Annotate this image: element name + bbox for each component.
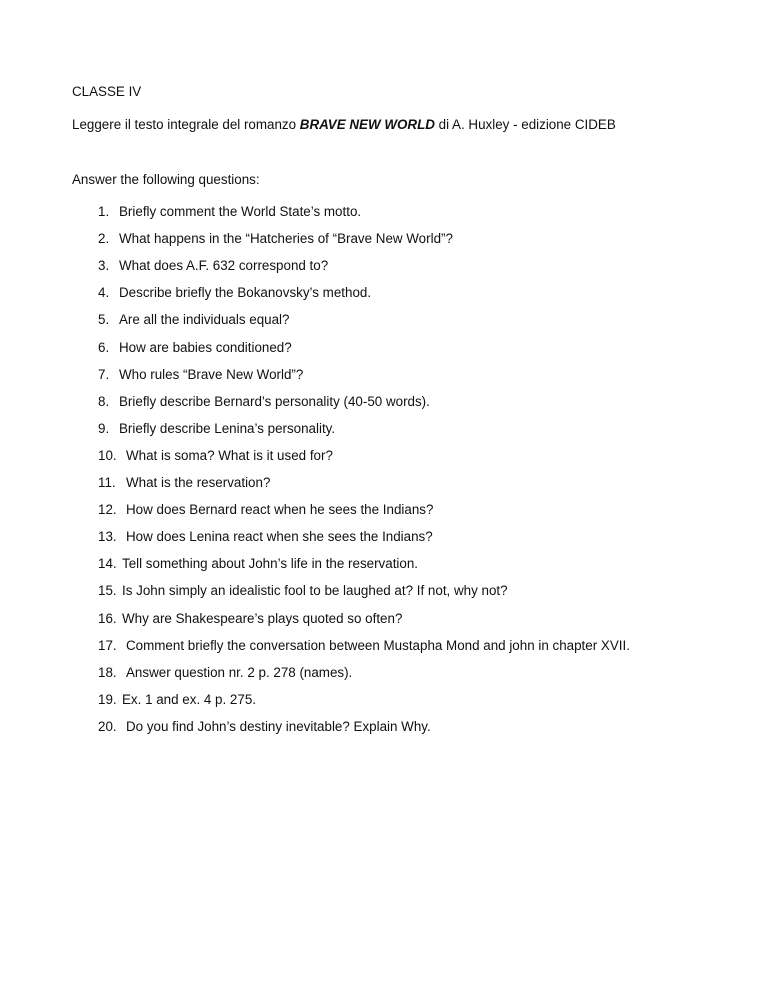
question-number: 7. [98,366,110,382]
question-text: How does Bernard react when he sees the Indians? [126,502,434,518]
question-number: 8. [98,393,110,409]
question-number: 5. [98,312,110,328]
question-number: 6. [98,339,110,355]
question-text: Who rules “Brave New World”? [119,366,304,382]
question-number: 1. [98,204,110,219]
question-number: 14. [98,556,117,572]
question-text: What is soma? What is it used for? [126,447,333,463]
reading-instruction [72,117,616,133]
question-number: 18. [98,664,117,680]
question-text: Describe briefly the Bokanovsky’s method. [119,285,372,301]
question-text: How does Lenina react when she sees the Indians? [126,529,433,545]
question-number: 15. [98,583,117,599]
questions-prompt: Answer the following questions: [72,172,260,187]
book-title: BRAVE NEW WORLD [299,117,435,132]
question-number: 4. [98,285,110,301]
question-number: 13. [98,529,117,545]
question-text: Are all the individuals equal? [119,312,290,328]
question-text: Briefly describe Bernard’s personality (40-50 words). [119,393,430,409]
question-text: Why are Shakespeare’s plays quoted so often? [122,610,403,626]
instruction-text-before: Leggere il testo integrale del romanzo [72,117,300,132]
question-text: Do you find John’s destiny inevitable? Explain Why. [126,718,431,734]
question-number: 19. [98,691,117,707]
question-number: 16. [98,610,117,626]
question-number: 10. [98,447,117,463]
question-text: Is John simply an idealistic fool to be laughed at? If not, why not? [122,583,508,599]
question-number: 3. [98,258,110,274]
question-number: 12. [98,502,117,518]
question-text: Briefly comment the World State’s motto. [119,204,362,219]
question-number: 2. [98,231,110,247]
question-number: 11. [98,475,116,490]
question-text: Ex. 1 and ex. 4 p. 275. [122,691,256,707]
question-number: 17. [98,637,117,653]
instruction-text-after: di A. Huxley - edizione CIDEB [434,117,616,132]
question-text: Comment briefly the conversation between Mustapha Mond and john in chapter XVII. [126,637,630,653]
class-label: CLASSE IV [72,84,142,99]
question-text: What is the reservation? [126,475,271,490]
question-text: Tell something about John’s life in the reservation. [122,556,419,572]
question-number: 20. [98,718,117,734]
question-number: 9. [98,420,110,436]
question-text: What happens in the “Hatcheries of “Brave New World”? [119,231,453,247]
question-text: What does A.F. 632 correspond to? [119,258,329,274]
question-text: How are babies conditioned? [119,339,292,355]
question-text: Answer question nr. 2 p. 278 (names). [126,664,353,680]
question-text: Briefly describe Lenina’s personality. [119,420,336,436]
